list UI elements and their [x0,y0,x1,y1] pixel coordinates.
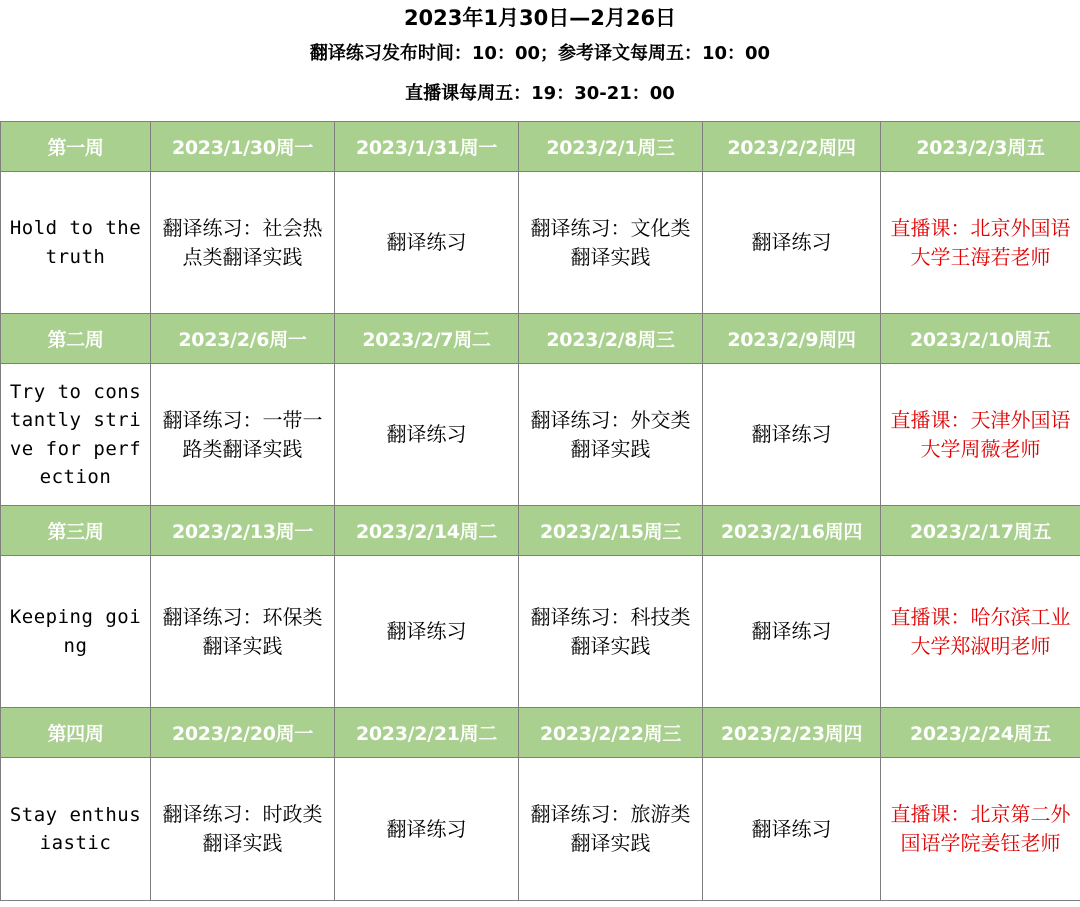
week-header-row [1,708,1080,758]
week-label: 第二周 [1,314,151,364]
date-cell: 2023/2/24周五 [881,708,1080,758]
week-label: 第一周 [1,122,151,172]
date-cell: 2023/2/1周三 [519,122,703,172]
week-label: 第四周 [1,708,151,758]
task-cell: 翻译练习：文化类翻译实践 [519,172,703,314]
date-cell: 2023/2/22周三 [519,708,703,758]
week-content-row [1,758,1080,901]
date-cell: 2023/1/30周一 [151,122,335,172]
week-header-row [1,506,1080,556]
task-cell: 翻译练习 [703,556,881,708]
date-cell: 2023/2/6周一 [151,314,335,364]
live-class-time-note: 直播课每周五：19：30-21：00 [405,83,675,104]
date-cell: 2023/2/16周四 [703,506,881,556]
task-cell: 翻译练习 [703,364,881,506]
task-cell: 翻译练习：科技类翻译实践 [519,556,703,708]
date-cell: 2023/2/15周三 [519,506,703,556]
week-motto: Hold to the truth [1,172,151,314]
date-cell: 2023/2/23周四 [703,708,881,758]
live-class-cell: 直播课：哈尔滨工业大学郑淑明老师 [881,556,1080,708]
date-cell: 2023/2/9周四 [703,314,881,364]
date-cell: 2023/2/3周五 [881,122,1080,172]
task-cell: 翻译练习 [703,172,881,314]
week-content-row [1,556,1080,708]
week-header-row [1,122,1080,172]
task-cell: 翻译练习 [335,172,519,314]
date-cell: 2023/2/7周二 [335,314,519,364]
week-motto: Keeping going [1,556,151,708]
live-class-cell: 直播课：北京外国语大学王海若老师 [881,172,1080,314]
live-class-cell: 直播课：天津外国语大学周薇老师 [881,364,1080,506]
schedule-table [0,121,1080,901]
week-content-row [1,172,1080,314]
week-motto: Stay enthusiastic [1,758,151,901]
task-cell: 翻译练习：旅游类翻译实践 [519,758,703,901]
live-class-cell: 直播课：北京第二外国语学院姜钰老师 [881,758,1080,901]
week-label: 第三周 [1,506,151,556]
week-header-row [1,314,1080,364]
task-cell: 翻译练习 [703,758,881,901]
week-motto: Try to constantly strive for perfection [1,364,151,506]
date-cell: 2023/2/14周二 [335,506,519,556]
task-cell: 翻译练习：一带一路类翻译实践 [151,364,335,506]
date-cell: 2023/2/21周二 [335,708,519,758]
task-cell: 翻译练习 [335,364,519,506]
week-content-row [1,364,1080,506]
date-cell: 2023/2/13周一 [151,506,335,556]
date-cell: 2023/2/10周五 [881,314,1080,364]
task-cell: 翻译练习 [335,556,519,708]
task-cell: 翻译练习：外交类翻译实践 [519,364,703,506]
date-cell: 2023/2/20周一 [151,708,335,758]
task-cell: 翻译练习 [335,758,519,901]
page-title: 2023年1月30日—2月26日 [403,6,677,30]
task-cell: 翻译练习：时政类翻译实践 [151,758,335,901]
date-cell: 2023/2/2周四 [703,122,881,172]
task-cell: 翻译练习：社会热点类翻译实践 [151,172,335,314]
date-cell: 2023/2/17周五 [881,506,1080,556]
date-cell: 2023/2/8周三 [519,314,703,364]
date-cell: 2023/1/31周一 [335,122,519,172]
release-time-note: 翻译练习发布时间：10：00；参考译文每周五：10：00 [309,43,771,64]
task-cell: 翻译练习：环保类翻译实践 [151,556,335,708]
